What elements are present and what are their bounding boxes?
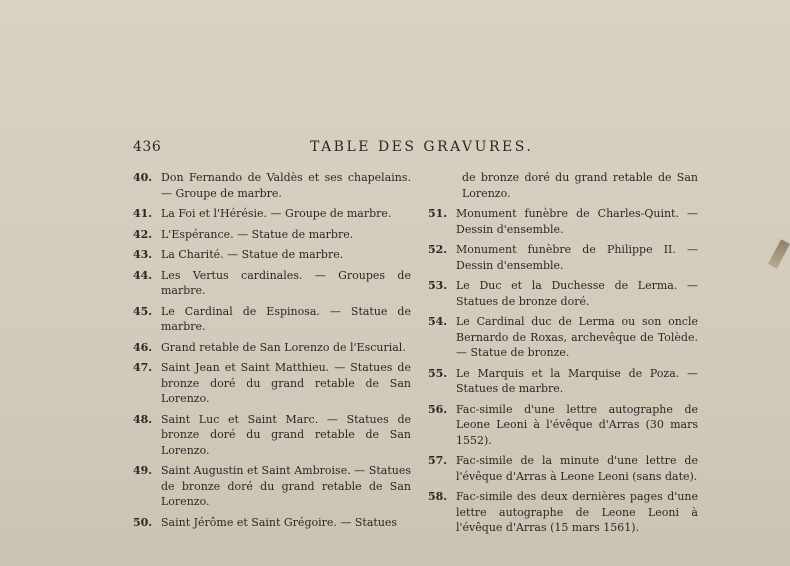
list-item (133, 170, 411, 201)
entry-text: Saint Augustin et Saint Ambroise. — Statues de bronze doré du grand retable de San Lorenzo. (161, 464, 411, 508)
entry-text: L'Espérance. — Statue de marbre. (161, 227, 354, 241)
list-item (133, 268, 411, 299)
entry-number: 43. (133, 248, 153, 261)
list-item (133, 247, 411, 263)
entry-text: Don Fernando de Valdès et ses chapelains. — Groupe de marbre. (161, 171, 411, 200)
entry-number: 55. (428, 366, 448, 380)
entry-number: 42. (133, 227, 153, 241)
entry-number: 40. (133, 171, 153, 184)
entry-number: 52. (428, 243, 448, 256)
list-item (428, 278, 698, 309)
entry-number: 41. (133, 207, 153, 220)
entry-text: Saint Jérôme et Saint Grégoire. — Statues (161, 515, 398, 529)
entry-text: Le Cardinal duc de Lerma ou son oncle Bernardo de Roxas, archevêque de Tolède. — Statue de bronze. (456, 315, 698, 359)
entry-text: Fac-simile d'une lettre autographe de Leone Leoni à l'évêque d'Arras (30 mars 1552). (456, 402, 698, 447)
entry-text: Grand retable de San Lorenzo de l'Escurial. (161, 340, 406, 354)
list-item (133, 515, 411, 531)
list-item (133, 360, 411, 407)
entry-text: Monument funèbre de Charles-Quint. — Dessin d'ensemble. (456, 207, 698, 236)
entry-number: 51. (428, 207, 448, 220)
entry-number: 53. (428, 279, 448, 292)
right-column (428, 170, 698, 541)
entry-number: 58. (428, 490, 448, 503)
list-item (133, 340, 411, 356)
entry-number: 45. (133, 304, 153, 318)
page-header (0, 139, 790, 159)
page-title: TABLE DES GRAVURES. (310, 139, 534, 155)
entry-text: Saint Luc et Saint Marc. — Statues de bronze doré du grand retable de San Lorenzo. (161, 412, 411, 457)
entry-text: Fac-simile de la minute d'une lettre de l'évêque d'Arras à Leone Leoni (sans date). (456, 454, 698, 483)
list-item (133, 412, 411, 459)
entry-number: 56. (428, 402, 448, 416)
entry-number: 50. (133, 515, 153, 529)
entry-number: 49. (133, 464, 153, 477)
list-item (428, 402, 698, 449)
entry-text: de bronze doré du grand retable de San Lorenzo. (462, 171, 698, 200)
entry-text: Saint Jean et Saint Matthieu. — Statues de bronze doré du grand retable de San Lorenzo. (161, 361, 411, 405)
list-item (133, 206, 411, 222)
entry-text: La Charité. — Statue de marbre. (161, 248, 344, 261)
entry-text: Le Duc et la Duchesse de Lerma. — Statues de bronze doré. (456, 279, 698, 308)
list-item (428, 366, 698, 397)
entry-text: Monument funèbre de Philippe II. — Dessin d'ensemble. (456, 243, 698, 272)
continued-entry (428, 170, 698, 201)
page-number: 436 (133, 139, 162, 155)
list-item (133, 304, 411, 335)
entry-text: La Foi et l'Hérésie. — Groupe de marbre. (161, 207, 392, 220)
entry-number: 44. (133, 268, 153, 282)
entry-number: 57. (428, 454, 448, 467)
entry-number: 48. (133, 412, 153, 426)
entry-text: Le Marquis et la Marquise de Poza. — Statues de marbre. (456, 366, 698, 395)
list-item (428, 242, 698, 273)
entry-text: Le Cardinal de Espinosa. — Statue de marbre. (161, 304, 411, 333)
entry-text: Les Vertus cardinales. — Groupes de marbre. (161, 268, 411, 297)
left-column (133, 170, 411, 535)
list-item (428, 453, 698, 484)
list-item (428, 489, 698, 536)
list-item (133, 463, 411, 510)
entry-number: 47. (133, 361, 153, 374)
list-item (428, 206, 698, 237)
entry-text: Fac-simile des deux dernières pages d'une lettre autographe de Leone Leoni à l'évêque d'Arras (15 mars 1561). (456, 490, 698, 534)
entry-number: 54. (428, 315, 448, 328)
list-item (428, 314, 698, 361)
page-edge-mark (768, 239, 790, 268)
entry-number: 46. (133, 340, 153, 354)
list-item (133, 227, 411, 243)
